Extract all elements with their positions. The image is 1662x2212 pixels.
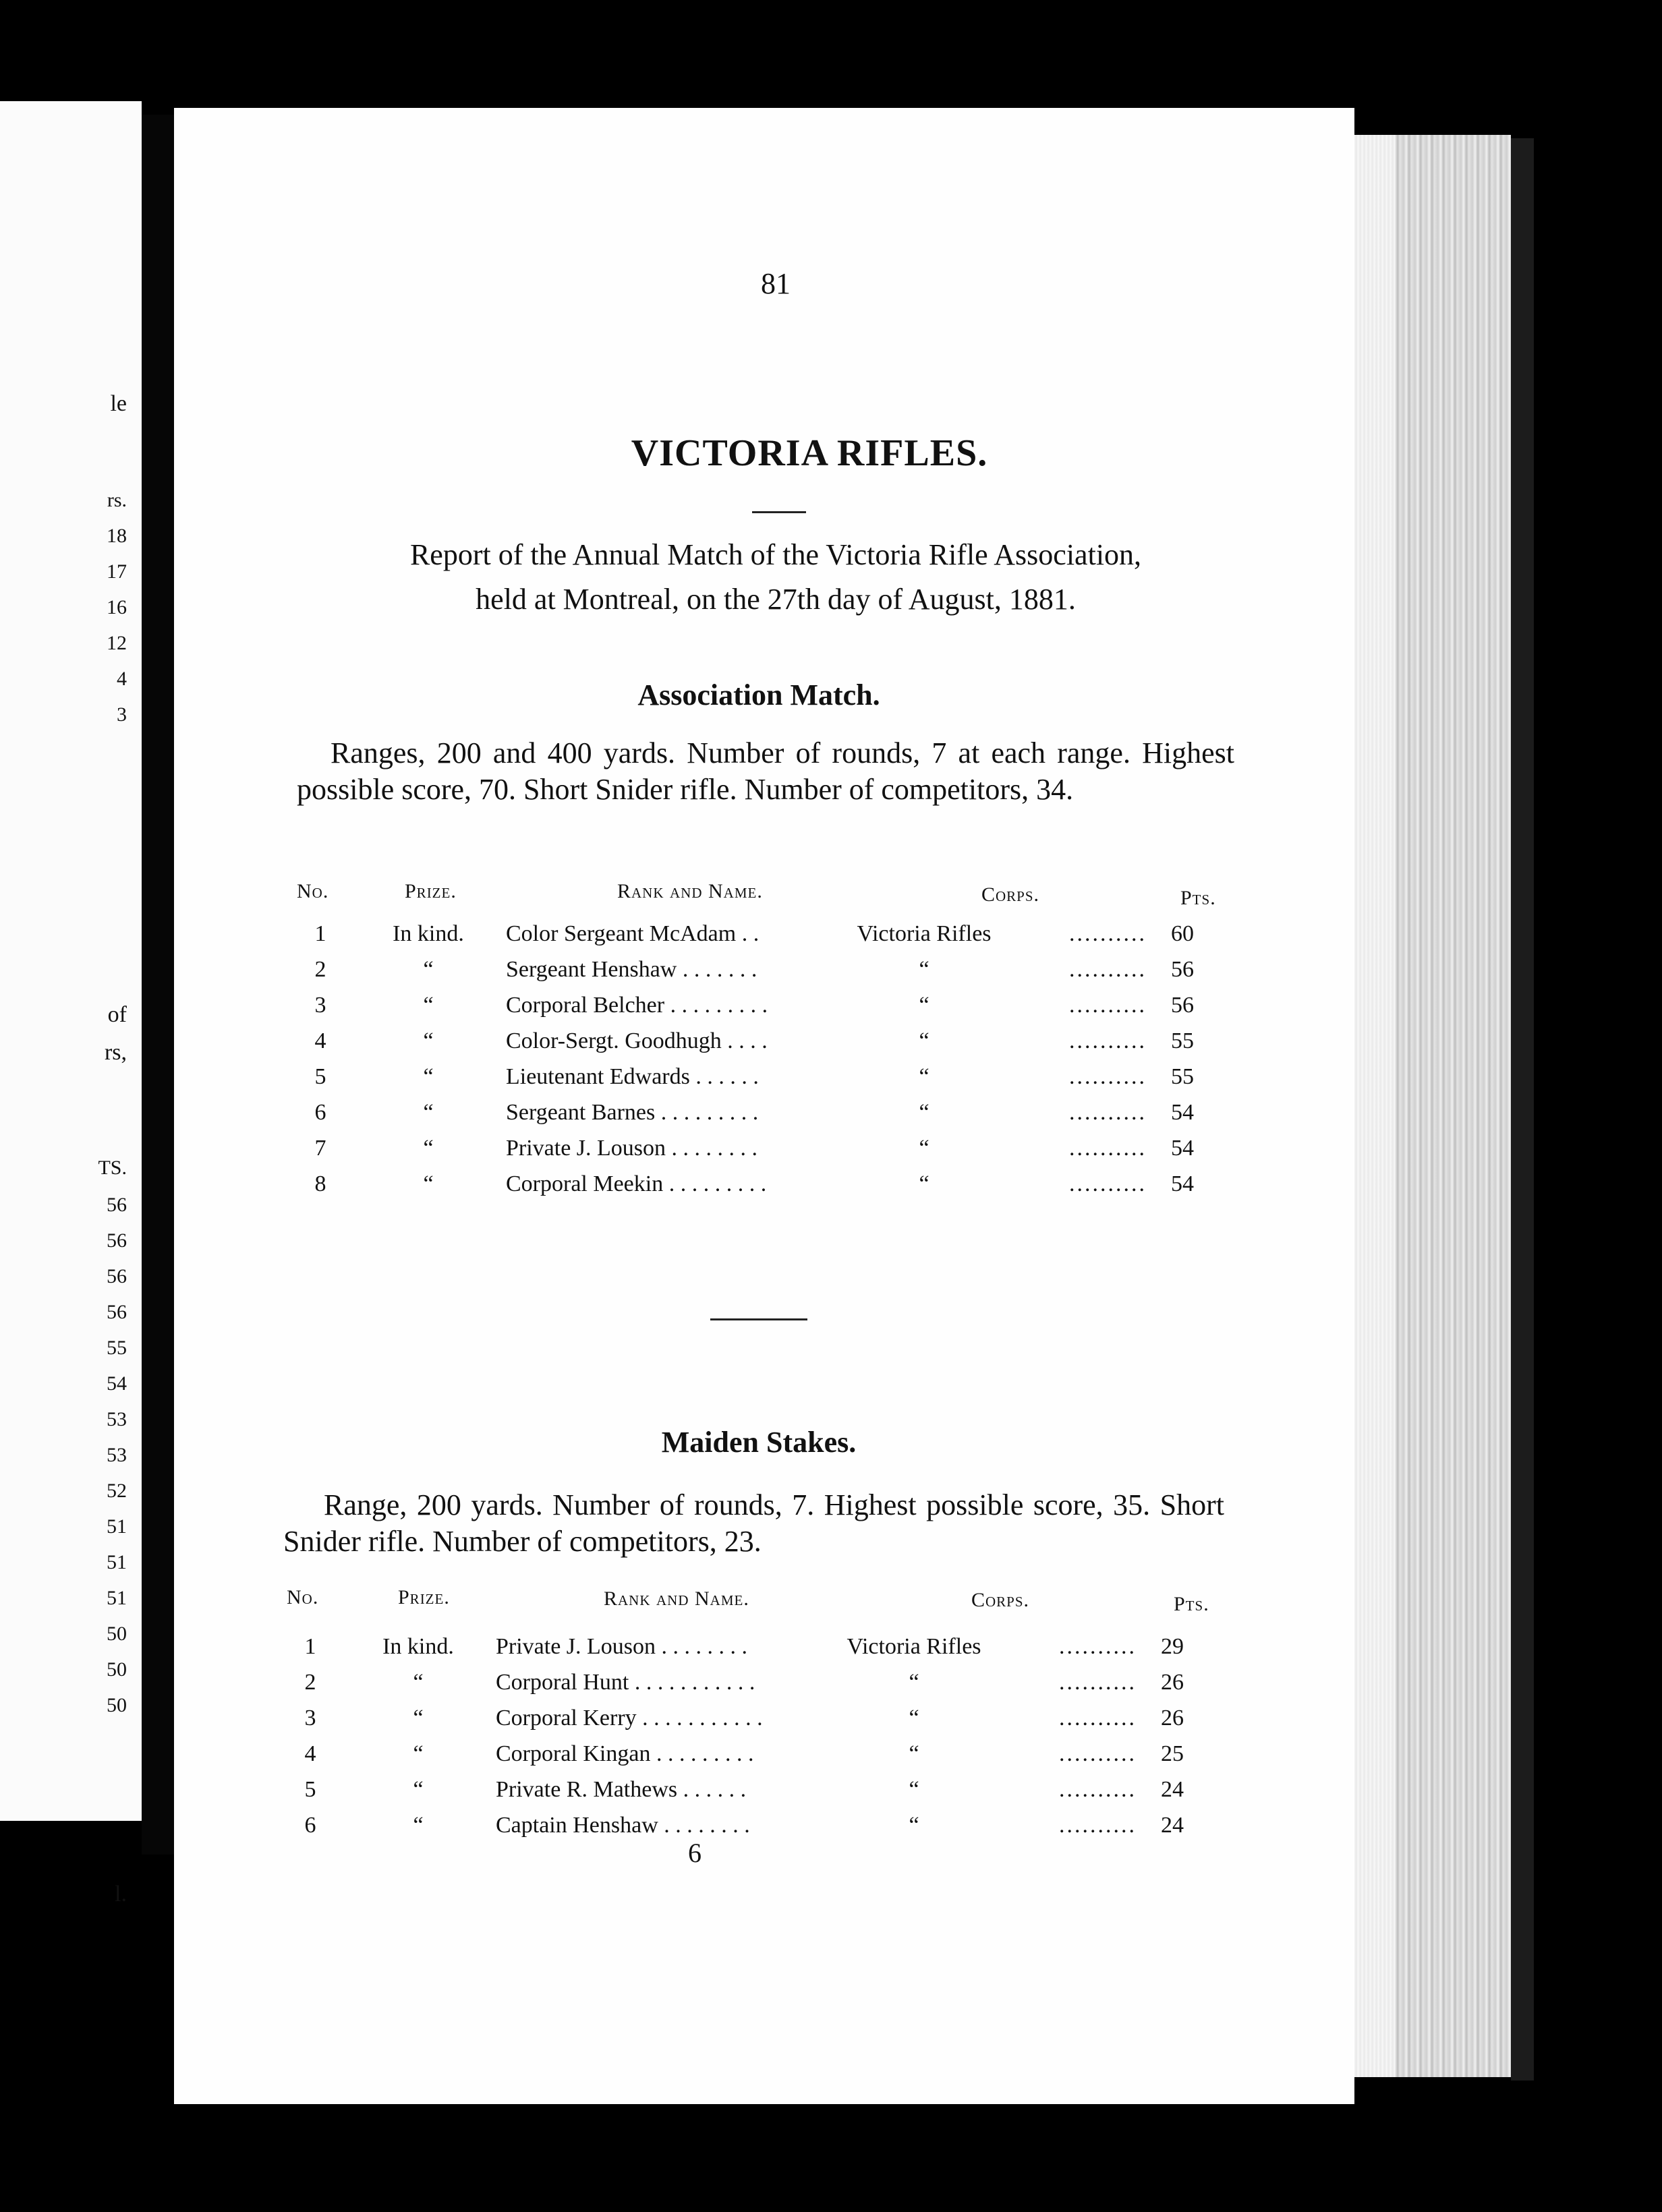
prize-cell: “ [413,1669,424,1695]
rank-number: 5 [314,1064,326,1089]
left-page-text: rs, [104,1040,127,1065]
dot-leader: .......... [1069,1099,1147,1125]
left-page-text: le [110,391,127,416]
corps-cell: “ [919,1099,929,1125]
rank-number: 6 [304,1812,316,1838]
prize-cell: “ [413,1776,424,1802]
left-page-number: 52 [107,1480,127,1502]
prize-cell: “ [423,1028,434,1053]
points-cell: 26 [1161,1705,1184,1730]
competitor-name: Corporal Kingan . . . . . . . . . [496,1741,754,1766]
table-row [280,1772,1184,1807]
corps-cell: “ [919,1171,929,1196]
corps-cell: “ [909,1776,919,1802]
points-cell: 55 [1171,1028,1194,1053]
competitor-name: Private J. Louson . . . . . . . . [506,1135,758,1161]
prize-cell: “ [413,1705,424,1730]
competitor-name: Private R. Mathews . . . . . . [496,1776,747,1802]
corps-cell: Victoria Rifles [857,921,992,946]
corps-cell: “ [919,1064,929,1089]
rank-number: 8 [314,1171,326,1196]
column-header-prize: Prize. [398,1586,450,1608]
dot-leader: .......... [1059,1705,1137,1730]
dot-leader: .......... [1059,1776,1137,1802]
page-number: 81 [761,267,791,300]
prize-cell: “ [423,1135,434,1161]
left-page-number: 53 [107,1408,127,1430]
association-match-table [290,916,1194,1202]
rank-number: 7 [314,1135,326,1161]
column-header-no: No. [297,880,329,902]
table-row [280,1664,1184,1700]
prize-cell: In kind. [382,1633,454,1659]
dot-leader: .......... [1059,1633,1137,1659]
book-gutter [142,115,174,1855]
rank-number: 4 [314,1028,326,1053]
left-page-number: 53 [107,1444,127,1466]
column-header-prize: Prize. [405,880,457,902]
points-cell: 24 [1161,1776,1184,1802]
rank-number: 5 [304,1776,316,1802]
competitor-name: Corporal Kerry . . . . . . . . . . . [496,1705,763,1730]
corps-cell: “ [919,1135,929,1161]
left-page-number: 54 [107,1372,127,1395]
column-header-name: Rank and Name. [604,1588,749,1610]
rank-number: 3 [304,1705,316,1730]
points-cell: 55 [1171,1064,1194,1089]
competitor-name: Lieutenant Edwards . . . . . . [506,1064,759,1089]
competitor-name: Color-Sergt. Goodhugh . . . . [506,1028,768,1053]
rank-number: 1 [314,921,326,946]
column-header-corps: Corps. [971,1589,1030,1611]
corps-cell: “ [909,1705,919,1730]
left-page-number: 56 [107,1301,127,1323]
table-row [280,1736,1184,1772]
column-header-pts: Pts. [1174,1593,1209,1615]
left-page-number: 4 [117,668,127,690]
dot-leader: .......... [1069,1064,1147,1089]
competitor-name: Color Sergeant McAdam . . [506,921,760,946]
table-row [290,1059,1194,1095]
left-page-text: TS. [98,1157,127,1179]
dot-leader: .......... [1069,956,1147,982]
dot-leader: .......... [1069,1171,1147,1196]
points-cell: 24 [1161,1812,1184,1838]
corps-cell: “ [909,1812,919,1838]
rank-number: 6 [314,1099,326,1125]
dot-leader: .......... [1069,921,1147,946]
intro-paragraph [297,533,1255,622]
rank-number: 3 [314,992,326,1018]
competitor-name: Private J. Louson . . . . . . . . [496,1633,748,1659]
dot-leader: .......... [1069,1028,1147,1053]
maiden-stakes-table-wrap [280,1629,1184,1843]
corps-cell: “ [909,1741,919,1766]
book-cover-edge [1511,138,1534,2080]
left-page-text: rs. [107,489,127,511]
rank-number: 1 [304,1633,316,1659]
section-rule [710,1318,807,1320]
points-cell: 25 [1161,1741,1184,1766]
left-page-number: 12 [107,632,127,654]
prize-cell: “ [413,1812,424,1838]
prize-cell: “ [413,1741,424,1766]
points-cell: 29 [1161,1633,1184,1659]
rank-number: 2 [314,956,326,982]
prize-cell: “ [423,1064,434,1089]
left-page-number: 50 [107,1658,127,1681]
corps-cell: “ [919,1028,929,1053]
left-page-text: l. [115,1882,127,1907]
points-cell: 56 [1171,992,1194,1018]
maiden-stakes-heading: Maiden Stakes. [661,1426,857,1459]
left-page-number: 56 [107,1229,127,1252]
intro-line: held at Montreal, on the 27th day of August, 1881. [476,583,1076,616]
points-cell: 60 [1171,921,1194,946]
association-match-heading: Association Match. [637,678,880,711]
left-page-number: 56 [107,1194,127,1216]
left-page-number: 51 [107,1515,127,1538]
prize-cell: “ [423,1099,434,1125]
page-edges-inner [1354,135,1395,2077]
table-row [290,1166,1194,1202]
left-page-number: 3 [117,703,127,726]
left-page-number: 51 [107,1587,127,1609]
left-page-number: 51 [107,1551,127,1573]
points-cell: 54 [1171,1135,1194,1161]
dot-leader: .......... [1059,1669,1137,1695]
left-page-number: 55 [107,1337,127,1359]
dot-leader: .......... [1059,1741,1137,1766]
points-cell: 26 [1161,1669,1184,1695]
dot-leader: .......... [1059,1812,1137,1838]
left-page-number: 16 [107,596,127,618]
left-page-number: 56 [107,1265,127,1287]
table-row [290,1095,1194,1130]
maiden-stakes-description: Range, 200 yards. Number of rounds, 7. Highest possible score, 35. Short Snider rifle. Number of competitors, 23. [283,1488,1224,1558]
page-title: VICTORIA RIFLES. [631,432,988,474]
left-page-number: 50 [107,1623,127,1645]
table-row [280,1807,1184,1843]
corps-cell: “ [919,992,929,1018]
signature-mark: 6 [688,1838,701,1868]
table-row [280,1629,1184,1664]
table-row [290,1023,1194,1059]
corps-cell: “ [919,956,929,982]
rank-number: 2 [304,1669,316,1695]
competitor-name: Captain Henshaw . . . . . . . . [496,1812,750,1838]
prize-cell: In kind. [393,921,464,946]
competitor-name: Corporal Meekin . . . . . . . . . [506,1171,767,1196]
corps-cell: “ [909,1669,919,1695]
rank-number: 4 [304,1741,316,1766]
column-header-corps: Corps. [981,883,1040,906]
table-row [290,916,1194,952]
points-cell: 54 [1171,1099,1194,1125]
competitor-name: Sergeant Henshaw . . . . . . . [506,956,757,982]
column-header-no: No. [287,1586,319,1608]
prize-cell: “ [423,956,434,982]
table-row [280,1700,1184,1736]
prize-cell: “ [423,992,434,1018]
left-page-fragment [0,101,142,1907]
left-page-text: of [107,1002,127,1027]
table-row [290,952,1194,987]
association-match-description: Ranges, 200 and 400 yards. Number of rounds, 7 at each range. Highest possible score, 70. Short Snider rifle. Number of competitors, 34. [297,736,1234,806]
title-rule [752,511,806,513]
competitor-name: Corporal Hunt . . . . . . . . . . . [496,1669,755,1695]
intro-line: Report of the Annual Match of the Victoria Rifle Association, [409,538,1142,571]
points-cell: 54 [1171,1171,1194,1196]
points-cell: 56 [1171,956,1194,982]
left-page-number: 50 [107,1694,127,1716]
left-page-number: 18 [107,525,127,547]
corps-cell: Victoria Rifles [847,1633,981,1659]
maiden-stakes-table [280,1629,1184,1843]
prize-cell: “ [423,1171,434,1196]
competitor-name: Sergeant Barnes . . . . . . . . . [506,1099,759,1125]
table-row [290,1130,1194,1166]
table-row [290,987,1194,1023]
competitor-name: Corporal Belcher . . . . . . . . . [506,992,768,1018]
column-header-name: Rank and Name. [617,880,763,902]
dot-leader: .......... [1069,1135,1147,1161]
column-header-pts: Pts. [1180,887,1216,909]
left-page-number: 17 [107,560,127,583]
dot-leader: .......... [1069,992,1147,1018]
